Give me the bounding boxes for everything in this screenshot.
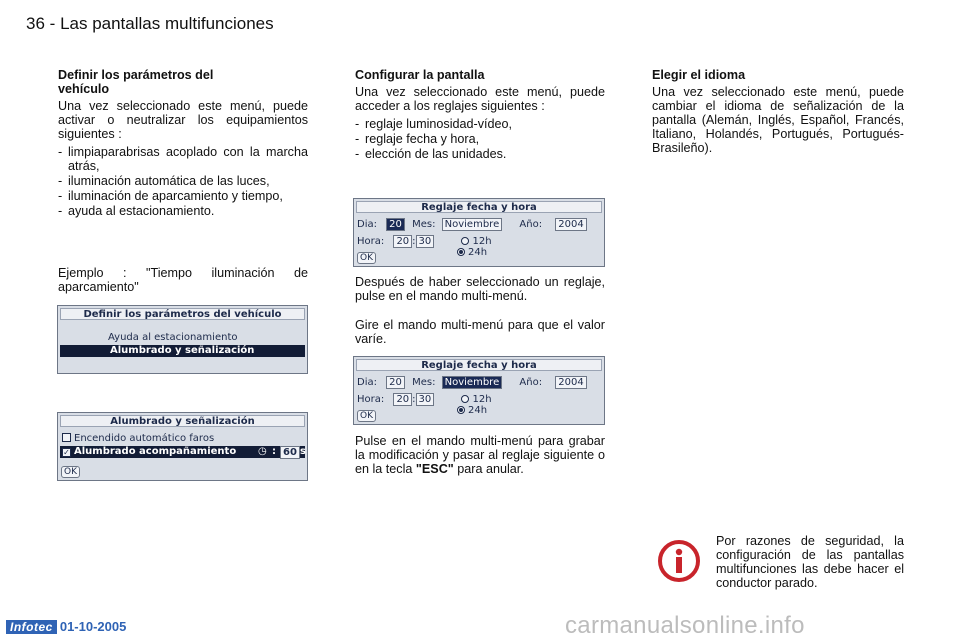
screen-date-time-2 (353, 356, 605, 425)
ok-button[interactable]: OK (357, 252, 376, 264)
menu-item-lighting-selected[interactable]: Alumbrado y señalización (60, 345, 305, 357)
timer-unit: s (300, 446, 306, 457)
esc-key-label: "ESC" (415, 462, 454, 476)
list-item: - limpiaparabrisas acoplado con la marcha atrás, (58, 145, 308, 173)
radio-icon (461, 237, 469, 245)
radio-12h[interactable]: 12h (461, 236, 491, 247)
after-select-text: Después de haber seleccionado un reglaje, pulse en el mando multi-menú. (355, 275, 605, 303)
option-auto-headlights[interactable]: Encendido automático faros (62, 433, 214, 445)
list-item: - ayuda al estacionamiento. (58, 204, 308, 218)
settings-list (355, 117, 605, 161)
column-language (652, 68, 904, 159)
brand-logo: Infotec (6, 620, 57, 634)
minute-field[interactable]: 30 (416, 393, 435, 406)
page-number: 36 (26, 14, 45, 33)
minute-field[interactable]: 30 (416, 235, 435, 248)
time-row: Hora: 20 : 30 12h (357, 394, 492, 405)
safety-note: Por razones de seguridad, la configuración de las pantallas multifunciones las debe hacer el conductor parado. (716, 534, 904, 590)
header-separator: - (49, 14, 56, 33)
intro-text: Una vez seleccionado este menú, puede acceder a los reglajes siguientes : (355, 85, 605, 113)
footer (6, 619, 126, 634)
option-follow-me-home[interactable]: ✓ Alumbrado acompañamiento ◷ : 60 s (60, 446, 305, 458)
list-item: - iluminación de aparcamiento y tiempo, (58, 189, 308, 203)
info-icon (658, 540, 700, 582)
year-field[interactable]: 2004 (555, 376, 586, 389)
hour-field[interactable]: 20 (393, 235, 412, 248)
radio-icon (461, 395, 469, 403)
hour-field[interactable]: 20 (393, 393, 412, 406)
radio-selected-icon (457, 406, 465, 414)
screen-title: Definir los parámetros del vehículo (60, 308, 305, 320)
turn-knob-text: Gire el mando multi-menú para que el valor varíe. (355, 318, 605, 346)
heading-screen-config: Configurar la pantalla (355, 68, 485, 82)
time-row: Hora: 20 : 30 12h (357, 236, 492, 247)
ok-button[interactable]: OK (61, 466, 80, 478)
month-field[interactable]: Noviembre (442, 218, 503, 231)
list-item: - reglaje luminosidad-vídeo, (355, 117, 605, 131)
year-field[interactable]: 2004 (555, 218, 586, 231)
date-row: Dia: 20 Mes: Noviembre Año: 2004 (357, 218, 587, 231)
heading-language: Elegir el idioma (652, 68, 746, 82)
column-vehicle-params (58, 68, 308, 222)
screen-lighting (57, 412, 308, 481)
radio-12h[interactable]: 12h (461, 394, 491, 405)
radio-24h[interactable]: 24h (457, 247, 487, 259)
list-item: - elección de las unidades. (355, 147, 605, 161)
watermark: carmanualsonline.info (565, 612, 805, 639)
timer-value[interactable]: 60 (280, 446, 300, 459)
date-row: Dia: 20 Mes: Noviembre Año: 2004 (357, 376, 587, 389)
day-field[interactable]: 20 (386, 376, 405, 389)
language-text: Una vez seleccionado este menú, puede cambiar el idioma de señalización de la pantalla (Alemán, Inglés, Español, Francés, Italiano, Holandés, Portugués, Portugués-Brasileño). (652, 85, 904, 155)
list-item: - reglaje fecha y hora, (355, 132, 605, 146)
radio-selected-icon (457, 248, 465, 256)
equipment-list (58, 145, 308, 218)
month-field[interactable]: Noviembre (442, 376, 503, 389)
radio-24h[interactable]: 24h (457, 405, 487, 417)
menu-item-parking-aid[interactable]: Ayuda al estacionamiento (108, 332, 238, 343)
page-title: Las pantallas multifunciones (60, 14, 274, 33)
footer-date: 01-10-2005 (59, 619, 127, 634)
screen-title: Alumbrado y señalización (60, 415, 305, 427)
page-header (26, 14, 274, 34)
save-instruction-text: Pulse en el mando multi-menú para grabar la modificación y pasar al reglaje siguiente o en la tecla "ESC" para anular. (355, 434, 605, 476)
list-item: - iluminación automática de las luces, (58, 174, 308, 188)
checkbox-icon (62, 433, 71, 442)
screen-vehicle-params (57, 305, 308, 374)
example-text: Ejemplo : "Tiempo iluminación de aparcamiento" (58, 266, 308, 294)
ok-button[interactable]: OK (357, 410, 376, 422)
day-field[interactable]: 20 (386, 218, 405, 231)
column-screen-config (355, 68, 605, 165)
heading-vehicle-params: Definir los parámetros del vehículo (58, 68, 214, 96)
intro-text: Una vez seleccionado este menú, puede activar o neutralizar los equipamientos siguientes : (58, 99, 308, 141)
screen-date-time-1 (353, 198, 605, 267)
clock-icon: ◷ (258, 446, 267, 457)
screen-title: Reglaje fecha y hora (356, 201, 602, 213)
screen-title: Reglaje fecha y hora (356, 359, 602, 371)
checkbox-checked-icon: ✓ (63, 448, 70, 457)
